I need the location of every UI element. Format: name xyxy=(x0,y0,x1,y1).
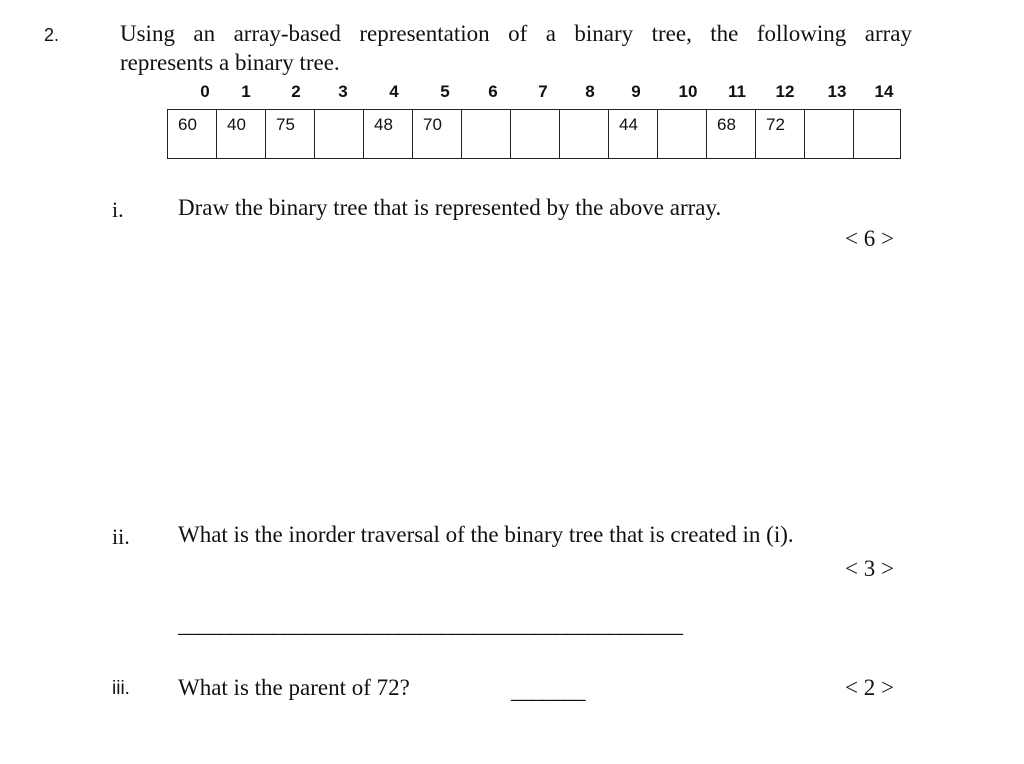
array-index: 8 xyxy=(585,82,595,101)
array-index: 6 xyxy=(488,82,498,101)
array-cell: 44 xyxy=(609,110,658,158)
array-index: 2 xyxy=(291,82,301,101)
array-index-row xyxy=(167,82,902,104)
question-intro xyxy=(120,19,912,77)
array-index: 4 xyxy=(389,82,399,101)
array-table xyxy=(167,109,901,159)
array-index: 9 xyxy=(631,82,641,101)
array-cell xyxy=(658,110,707,158)
part-iii-label: iii. xyxy=(112,678,130,699)
part-i-label: i. xyxy=(112,197,124,222)
array-index: 13 xyxy=(827,82,847,101)
array-cell: 75 xyxy=(266,110,315,158)
question-number: 2. xyxy=(44,25,60,45)
array-cell: 40 xyxy=(217,110,266,158)
array-cell xyxy=(462,110,511,158)
part-iii-marks: < 2 > xyxy=(845,675,894,700)
array-index: 0 xyxy=(200,82,210,101)
part-iii-answer-blank: _______ xyxy=(511,678,585,703)
part-ii-label: ii. xyxy=(112,524,130,549)
array-index: 11 xyxy=(728,82,746,101)
array-cell xyxy=(315,110,364,158)
array-index: 10 xyxy=(678,82,698,101)
part-iii-text: What is the parent of 72? xyxy=(178,675,410,700)
part-ii-text: What is the inorder traversal of the binary tree that is created in (i). xyxy=(178,522,794,547)
array-cell: 60 xyxy=(168,110,217,158)
array-index: 3 xyxy=(338,82,348,101)
array-index: 5 xyxy=(440,82,450,101)
array-cell xyxy=(511,110,560,158)
intro-line-2: represents a binary tree. xyxy=(120,50,340,75)
part-ii-marks: < 3 > xyxy=(845,556,894,581)
intro-line-1: Using an array-based representation of a binary tree, the following array xyxy=(120,21,912,46)
array-cell: 72 xyxy=(756,110,805,158)
array-index: 1 xyxy=(241,82,251,101)
part-i-text: Draw the binary tree that is represented by the above array. xyxy=(178,195,722,220)
array-cell: 70 xyxy=(413,110,462,158)
array-cell: 68 xyxy=(707,110,756,158)
array-cell xyxy=(560,110,609,158)
array-cell: 48 xyxy=(364,110,413,158)
array-index: 7 xyxy=(538,82,548,101)
array-index: 14 xyxy=(874,82,894,101)
part-ii-answer-line: ________________________________________________ xyxy=(178,612,682,637)
array-index: 12 xyxy=(775,82,795,101)
part-i-marks: < 6 > xyxy=(845,226,894,251)
array-cell xyxy=(805,110,854,158)
array-cell xyxy=(854,110,900,158)
